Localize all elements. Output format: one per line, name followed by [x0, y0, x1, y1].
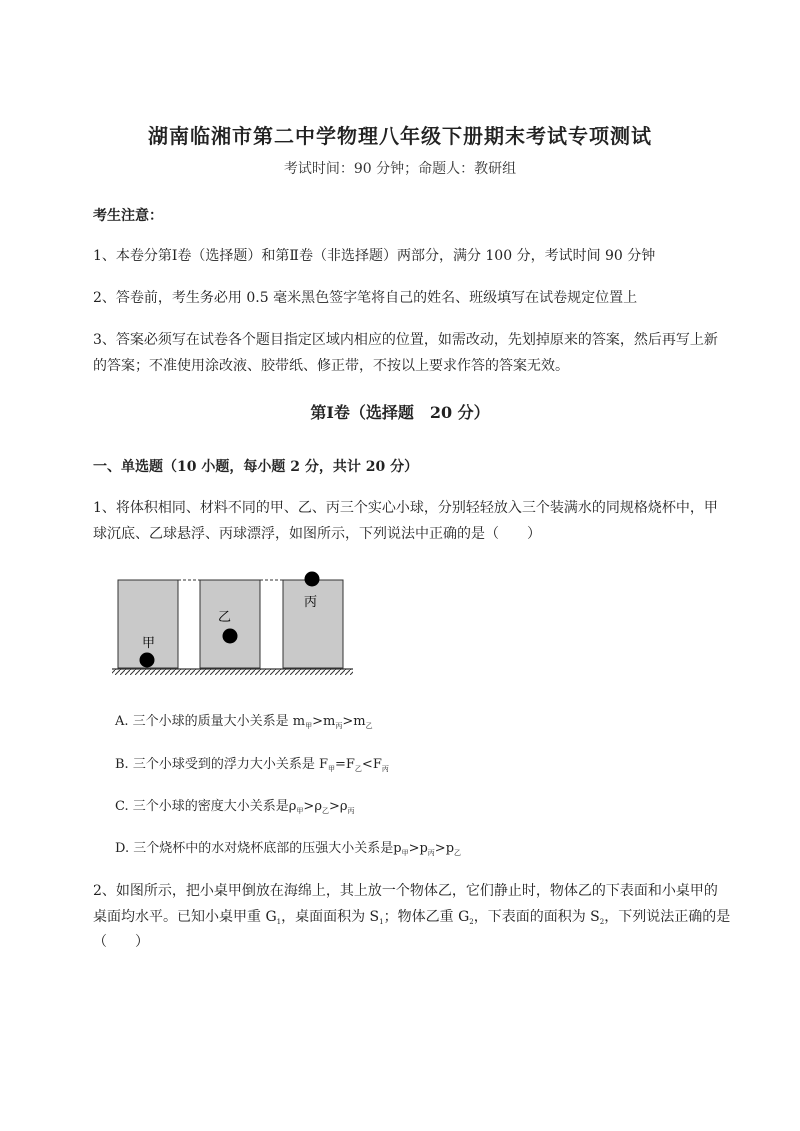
label-bing: 丙: [304, 595, 318, 610]
part-title: 一、单选题（10 小题，每小题 2 分，共计 20 分）: [93, 459, 419, 475]
option-a[interactable]: A. 三个小球的质量大小关系是 $m_甲>m_丙>m_乙$: [115, 714, 373, 730]
ball-bing: [305, 572, 320, 587]
option-b[interactable]: B. 三个小球受到的浮力大小关系是 $F_甲=F_乙<F_丙$: [115, 757, 389, 773]
label-jia: 甲: [142, 636, 156, 651]
label-yi: 乙: [218, 610, 232, 625]
notice-heading: 考生注意：: [93, 208, 163, 224]
question-2-line-3: （ ）: [93, 934, 149, 950]
option-d[interactable]: D. 三个烧杯中的水对烧杯底部的压强大小关系是$p_甲>p_丙>p_乙$: [115, 841, 462, 857]
question-1-line-2: 球沉底、乙球悬浮、丙球漂浮，如图所示，下列说法中正确的是（ ）: [93, 526, 541, 542]
notice-item-1: 1、本卷分第Ⅰ卷（选择题）和第Ⅱ卷（非选择题）两部分，满分 100 分，考试时间 90 分钟: [93, 248, 656, 264]
option-c[interactable]: C. 三个小球的密度大小关系是$\rho_甲>\rho_乙>\rho_丙$: [115, 799, 355, 815]
beaker-bing: [283, 580, 343, 668]
notice-item-2: 2、答卷前，考生务必用 0.5 毫米黑色签字笔将自己的姓名、班级填写在试卷规定位置上: [93, 290, 638, 306]
beakers-diagram: [110, 565, 355, 680]
exam-subtitle: 考试时间：90 分钟；命题人：教研组: [283, 161, 517, 177]
notice-item-3: 3、答案必须写在试卷各个题目指定区域内相应的位置，如需改动，先划掉原来的答案，然后再写上新: [93, 332, 718, 348]
ball-yi: [223, 629, 238, 644]
question-2-line-1: 2、如图所示，把小桌甲倒放在海绵上，其上放一个物体乙，它们静止时，物体乙的下表面和小桌甲的: [93, 883, 718, 899]
notice-item-3-cont: 的答案；不准使用涂改液、胶带纸、修正带，不按以上要求作答的答案无效。: [93, 358, 569, 374]
question-1-line-1: 1、将体积相同、材料不同的甲、乙、丙三个实心小球，分别轻轻放入三个装满水的同规格烧杯中，甲: [93, 500, 718, 516]
exam-title: 湖南临湘市第二中学物理八年级下册期末考试专项测试: [148, 124, 652, 148]
question-2-line-2: 桌面均水平。已知小桌甲重 $G_1$，桌面面积为 $S_1$；物体乙重 $G_2$，下表面的面积为 $S_2$，下列说法正确的是: [93, 909, 731, 926]
section-title: 第Ⅰ卷（选择题 20 分）: [310, 403, 490, 422]
ground-hatch: [112, 669, 353, 675]
ball-jia: [140, 653, 155, 668]
